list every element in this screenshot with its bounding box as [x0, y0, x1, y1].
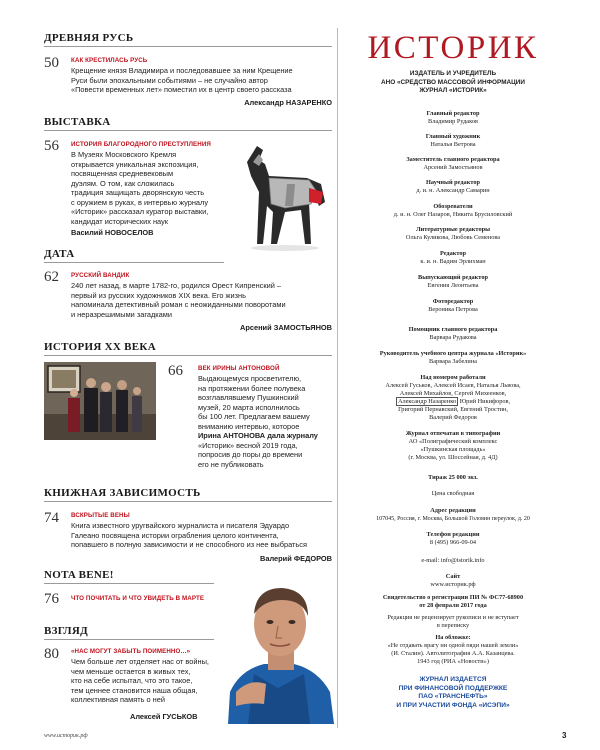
page-number: 74	[44, 510, 59, 526]
article-headline[interactable]: ВСКРЫТЫЕ ВЕНЫ	[71, 512, 130, 519]
article-author: Алексей ГУСЬКОВ	[130, 712, 198, 721]
museum-photo	[44, 362, 156, 440]
article-description: Выдающемуся просветителю, на протяжении более полувека возглавлявшему Пушкинский музей, 20 марта исполнилось бы 100 лет. Предлагаем вашему вниманию интервью, которое Ирина АНТОНОВА дала журналу «Историк» весной 2019 года, попросив до поры до времени его не публиковать	[198, 374, 318, 469]
education-head: Руководитель учебного центра журнала «Историк» Варвара Забелина	[379, 350, 527, 365]
section-divider	[44, 46, 332, 47]
photo-editor: Фоторедактор Вероника Петрова	[428, 298, 478, 313]
page-number: 56	[44, 138, 59, 154]
page-number-footer: 3	[562, 731, 567, 740]
section-title: NOTA BENE!	[44, 569, 114, 581]
page-number: 76	[44, 591, 59, 607]
armored-dog-image	[229, 132, 329, 254]
masthead: ИСТОРИК	[367, 30, 539, 66]
page-number: 80	[44, 646, 59, 662]
section-title: ДАТА	[44, 248, 75, 260]
article-headline[interactable]: ИСТОРИЯ БЛАГОРОДНОГО ПРЕСТУПЛЕНИЯ	[71, 141, 211, 148]
article-author: Арсений ЗАМОСТЬЯНОВ	[240, 323, 332, 332]
editor-in-chief: Главный редактор Владимир Рудаков	[426, 110, 480, 125]
section-divider	[44, 583, 214, 584]
section-title: ВЫСТАВКА	[44, 116, 111, 128]
columnists: Обозреватели д. и. н. Олег Назаров, Никита Брусиловский	[393, 203, 513, 218]
page-number: 62	[44, 269, 59, 285]
article-headline[interactable]: РУССКИЙ ВАНДИК	[71, 272, 130, 279]
article-description: Книга известного уругвайского журналиста и писателя Эдуардо Галеано посвящена истории ограбления целого континента, попавшего в полную зависимости и не способного из нее выбраться	[71, 521, 307, 549]
publisher-block: ИЗДАТЕЛЬ И УЧРЕДИТЕЛЬ АНО «СРЕДСТВО МАССОВОЙ ИНФОРМАЦИИ ЖУРНАЛ «ИСТОРИК»	[380, 70, 525, 94]
section-divider	[44, 262, 224, 263]
section-title: ВЗГЛЯД	[44, 625, 88, 637]
article-author: Валерий ФЕДОРОВ	[260, 554, 332, 563]
website: Сайт www.историк.рф	[430, 573, 476, 588]
article-headline[interactable]: ВЕК ИРИНЫ АНТОНОВОЙ	[198, 365, 280, 372]
author-portrait	[220, 574, 338, 724]
circulation: Тираж 25 000 экз.	[428, 474, 478, 481]
address: Адрес редакции 107045, Россия, г. Москва, Большой Головин переулок, д. 20	[376, 507, 530, 522]
editor: Редактор к. и. н. Вадим Эрлихман	[420, 250, 486, 265]
managing-editor: Выпускающий редактор Евгения Леонтьева	[418, 274, 488, 289]
assistant-editor: Помощник главного редактора Варвара Рудакова	[408, 326, 498, 341]
section-divider	[44, 501, 332, 502]
footer-url[interactable]: www.историк.рф	[44, 733, 88, 739]
highlighted-name: Александр Назаренко	[397, 398, 457, 405]
printing-house: Журнал отпечатан в типографии АО «Полиграфический комплекс «Пушкинская площадь» (г. Москва, ул. Шоссейная, д. 4Д)	[405, 430, 501, 461]
article-headline[interactable]: ЧТО ПОЧИТАТЬ И ЧТО УВИДЕТЬ В МАРТЕ	[71, 595, 205, 602]
registration: Свидетельство о регистрации ПИ № ФС77-68900 от 28 февраля 2017 года	[382, 594, 524, 609]
price: Цена свободная	[431, 490, 475, 497]
article-description: Крещение князя Владимира и последовавшее за ним Крещение Руси были эпохальными событиями – не случайно автор «Повести временных лет» поместил их в центр своего рассказа	[71, 66, 293, 94]
section-divider	[44, 130, 332, 131]
section-title: ДРЕВНЯЯ РУСЬ	[44, 32, 134, 44]
article-description: 240 лет назад, в марте 1782-го, родился Орест Кипренский – первый из русских художников XIX века. Его жизнь напоминала детективный роман с неожиданными поворотами и неразрешимыми загадками	[71, 281, 286, 319]
page-number: 66	[168, 363, 183, 379]
email[interactable]: e-mail: info@istorik.info	[421, 557, 485, 564]
deputy-editor: Заместитель главного редактора Арсений Замостьянов	[406, 156, 500, 171]
article-description: Чем больше лет отделяет нас от войны, чем меньше остается в живых тех, кто на себе испытал, что это такое, тем ценнее становится наша общая, коллективная память о ней	[71, 657, 209, 704]
contributors: Над номером работали Алексей Гуськов, Алексей Исаев, Наталья Львова, Алексей Михайлов, Сергей Михеенков, Александр Назаренко Юрий Никифоров, Григорий Пернавский, Евгений Тростин, Валерий Федоров	[385, 374, 521, 421]
section-title: ИСТОРИЯ XX ВЕКА	[44, 341, 156, 353]
column-divider	[337, 28, 338, 728]
page-number: 50	[44, 55, 59, 71]
section-title: КНИЖНАЯ ЗАВИСИМОСТЬ	[44, 487, 201, 499]
article-headline[interactable]: «НАС МОГУТ ЗАБЫТЬ ПОИМЕННО…»	[71, 648, 191, 655]
imprint-column	[343, 0, 563, 750]
manuscripts-note: Редакция не рецензирует рукописи и не вступает в переписку	[387, 614, 519, 629]
section-divider	[44, 639, 214, 640]
contents-column	[44, 0, 332, 750]
cover-info: На обложке: «Не отдавать врагу ни одной пяди нашей земли» (И. Сталин). Автолитография А.А. Казанцева. 1943 год (РИА «Новости»)	[387, 634, 519, 665]
article-author: Александр НАЗАРЕНКО	[244, 98, 332, 107]
section-divider	[44, 355, 332, 356]
science-editor: Научный редактор д. и. н. Александр Самарин	[416, 179, 490, 194]
support-notice: ЖУРНАЛ ИЗДАЕТСЯ ПРИ ФИНАНСОВОЙ ПОДДЕРЖКЕ ПАО «ТРАНСНЕФТЬ» И ПРИ УЧАСТИИ ФОНДА «ИСЭПИ»	[396, 676, 510, 709]
article-headline[interactable]: КАК КРЕСТИЛАСЬ РУСЬ	[71, 57, 148, 64]
article-author: Василий НОВОСЕЛОВ	[71, 228, 154, 237]
phone: Телефон редакции 8 (495) 966-09-04	[426, 531, 480, 546]
article-description: В Музеях Московского Кремля открывается уникальная экспозиция, посвященная средневековым дуэлям. О том, как сложилась традиция защищать дворянскую честь с оружием в руках, в интервью журналу «Историк» рассказал куратор выставки, кандидат исторических наук	[71, 150, 209, 226]
chief-artist: Главный художник Наталья Ветрова	[425, 133, 481, 148]
literary-editors: Литературные редакторы Ольга Куликова, Любовь Семенова	[405, 226, 501, 241]
